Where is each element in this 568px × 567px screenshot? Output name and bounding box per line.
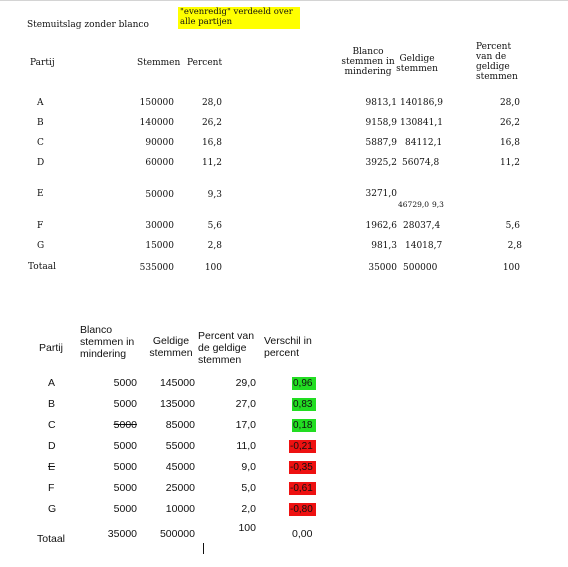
t1-geldige: 130841,1 [400,118,443,128]
t1-blanco: 9813,1 [365,98,397,108]
t1-stemmen: 60000 [145,158,174,168]
t2-pct: 9,0 [241,461,256,473]
t1-blanco: 3271,0 [365,189,397,199]
t1-geldige: 14018,7 [405,241,443,251]
t2-blanco: 5000 [113,461,137,473]
t2-pct: 27,0 [235,398,256,410]
t1-percent: 9,3 [207,190,222,200]
t2-total-geldige: 500000 [159,528,195,540]
t2-geldige: 25000 [165,482,195,494]
t2-verschil-positive: 0,83 [292,398,316,411]
t2-total-label: Totaal [37,533,66,545]
t2-total-pct: 100 [238,522,256,534]
t2-partij: F [48,482,55,494]
t2-header-geldige: Geldige stemmen [149,335,193,359]
t1-geldige: 84112,1 [405,138,443,148]
t1-total-percent: 100 [204,263,222,273]
t2-blanco: 5000 [113,398,137,410]
t1-geldige: 140186,9 [400,98,443,108]
t2-partij: D [48,440,56,452]
t1-blanco: 3925,2 [365,158,397,168]
page-top-border [0,0,568,1]
t2-blanco: 5000 [113,503,137,515]
t2-verschil-negative: -0,21 [289,440,316,453]
t1-pct-geldige: 2,8 [507,241,522,251]
t2-header-percent-geldige: Percent van de geldige stemmen [198,330,255,366]
t2-blanco: 5000 [113,440,137,452]
t1-partij: F [37,221,44,231]
t2-blanco: 5000 [113,377,137,389]
t1-partij: G [37,241,45,251]
t2-verschil-positive: 0,18 [292,419,316,432]
t1-stemmen: 90000 [145,138,174,148]
t2-partij: E [48,461,56,473]
t2-blanco: 5000 [113,482,137,494]
t2-pct: 2,0 [241,503,256,515]
document-title: Stemuitslag zonder blanco [27,20,149,30]
t2-geldige: 135000 [159,398,195,410]
t2-verschil-negative: -0,35 [289,461,316,474]
t1-total-stemmen: 535000 [139,263,174,273]
t1-header-geldige: Geldige stemmen [396,54,438,75]
t2-geldige: 10000 [165,503,195,515]
t1-pct-geldige: 26,2 [499,118,520,128]
t1-percent: 28,0 [201,98,222,108]
t1-blanco: 981,3 [371,241,397,251]
t2-total-blanco: 35000 [107,528,137,540]
t1-total-label: Totaal [28,262,56,272]
t2-geldige: 85000 [165,419,195,431]
t2-partij: A [48,377,56,389]
t1-stemmen: 140000 [139,118,174,128]
t1-stemmen: 150000 [139,98,174,108]
t2-header-blanco: Blanco stemmen in mindering [80,324,135,360]
t1-pct-geldige: 9,3 [432,200,444,209]
t1-partij: B [37,118,44,128]
t1-stemmen: 15000 [145,241,174,251]
t2-geldige: 55000 [165,440,195,452]
t2-partij: B [48,398,56,410]
t1-header-partij: Partij [30,58,55,68]
t1-geldige: 28037,4 [403,221,441,231]
t1-blanco: 9158,9 [365,118,397,128]
t1-header-blanco: Blanco stemmen in mindering [341,47,395,78]
t1-blanco: 1962,6 [365,221,397,231]
t2-total-verschil: 0,00 [292,528,313,540]
t2-pct: 17,0 [235,419,256,431]
t1-geldige: 56074,8 [402,158,440,168]
t1-percent: 2,8 [207,241,222,251]
highlighted-note: "evenredig" verdeeld over alle partijen [178,7,300,29]
t2-verschil-negative: -0,80 [289,503,316,516]
t2-verschil-positive: 0,96 [292,377,316,390]
t2-geldige: 145000 [159,377,195,389]
t1-geldige: 46729,0 [398,200,430,209]
t1-total-geldige: 500000 [403,263,438,273]
text-cursor [203,543,204,554]
t2-geldige: 45000 [165,461,195,473]
t1-percent: 5,6 [207,221,222,231]
t1-pct-geldige: 28,0 [499,98,520,108]
t1-pct-geldige: 5,6 [505,221,520,231]
t1-blanco: 5887,9 [365,138,397,148]
t2-pct: 29,0 [235,377,256,389]
t1-pct-geldige: 16,8 [499,138,520,148]
t1-header-percent-geldige: Percent van de geldige stemmen [476,42,518,83]
t1-percent: 16,8 [201,138,222,148]
t1-percent: 11,2 [201,158,222,168]
t2-blanco: 5000 [113,419,137,431]
t2-pct: 11,0 [236,440,256,452]
t1-header-stemmen: Stemmen [137,58,181,68]
t1-stemmen: 50000 [145,190,174,200]
t2-partij: G [48,503,57,515]
t1-partij: C [37,138,44,148]
t1-percent: 26,2 [201,118,222,128]
t2-header-verschil: Verschil in percent [264,335,312,359]
t1-header-percent: Percent [187,58,223,68]
t2-verschil-negative: -0,61 [289,482,316,495]
t2-pct: 5,0 [241,482,256,494]
t1-total-pct-geldige: 100 [502,263,520,273]
t2-partij: C [48,419,56,431]
t1-partij: D [37,158,45,168]
t1-pct-geldige: 11,2 [499,158,520,168]
t2-header-partij: Partij [39,342,63,354]
t1-total-blanco: 35000 [368,263,397,273]
t1-partij: E [37,189,44,199]
t1-stemmen: 30000 [145,221,174,231]
t1-partij: A [37,98,44,108]
